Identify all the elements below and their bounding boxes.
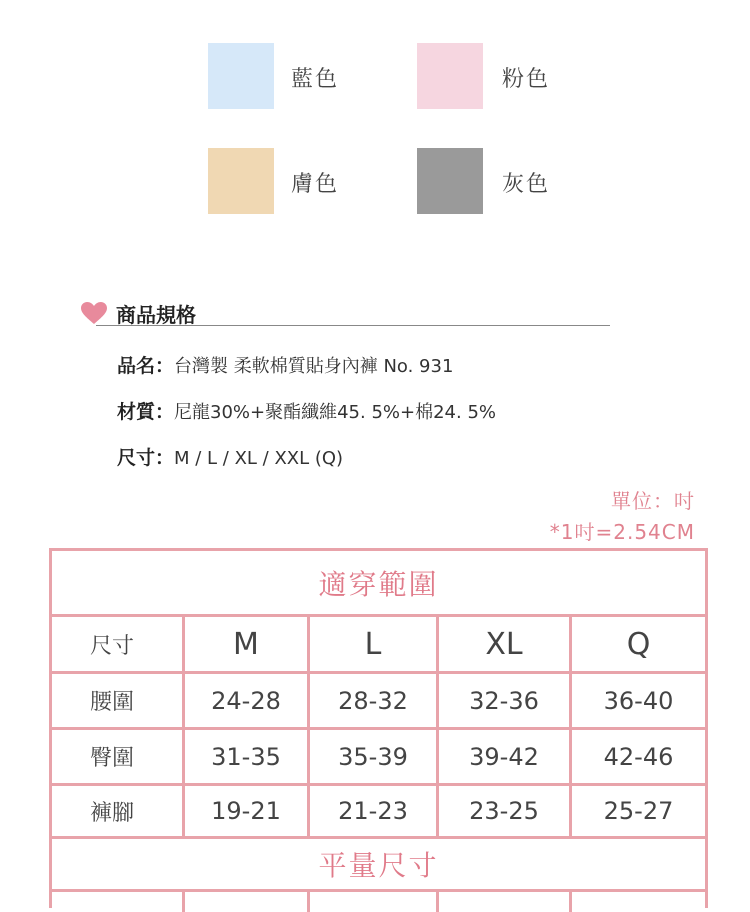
spec-value-material: 尼龍30%+聚酯纖維45. 5%+棉24. 5% (174, 402, 496, 423)
heart-icon (80, 301, 108, 325)
color-swatch-skin (208, 148, 274, 214)
spec-row-name (117, 351, 453, 378)
table-header-q: Q (626, 626, 651, 662)
unit-conversion: *1吋=2.54CM (549, 520, 695, 544)
table-title: 適穿範圍 (318, 567, 439, 601)
table-cell: 23-25 (469, 797, 539, 825)
color-swatch-blue (208, 43, 274, 109)
color-label-gray: 灰色 (502, 172, 551, 197)
table-row-label-leg: 褲腳 (90, 800, 135, 826)
table-column-divider (307, 892, 310, 912)
table-cell: 24-28 (211, 686, 281, 715)
table-cell: 42-46 (603, 742, 674, 771)
table-cell: 31-35 (211, 742, 281, 771)
color-label-pink: 粉色 (502, 67, 551, 92)
table-header-size: 尺寸 (90, 633, 135, 659)
spec-key-name: 品名： (117, 355, 175, 377)
size-table (49, 548, 708, 908)
section-title: 商品規格 (116, 303, 196, 327)
table-column-divider (436, 892, 439, 912)
table-column-divider (307, 614, 310, 839)
table-cell: 32-36 (469, 686, 539, 715)
table-column-divider (569, 614, 572, 839)
table-row-label-hip: 臀圍 (90, 746, 135, 771)
unit-label: 單位：吋 (611, 489, 695, 513)
table-header-xl: XL (485, 626, 523, 662)
table-column-divider (182, 614, 185, 839)
table-cell: 39-42 (469, 742, 539, 771)
spec-value-name: 台灣製 柔軟棉質貼身內褲 No. 931 (174, 356, 454, 377)
spec-row-material (117, 397, 496, 424)
table-cell: 36-40 (603, 686, 674, 715)
color-label-skin: 膚色 (291, 172, 340, 197)
section-header (80, 296, 610, 326)
table-footer-title: 平量尺寸 (318, 849, 439, 882)
color-swatch-pink (417, 43, 483, 109)
table-cell: 19-21 (211, 797, 281, 825)
color-swatch-gray (417, 148, 483, 214)
table-cell: 21-23 (338, 797, 408, 825)
table-cell: 35-39 (338, 742, 408, 771)
table-row-label-waist: 腰圍 (90, 690, 135, 715)
spec-row-size (117, 443, 343, 470)
table-column-divider (436, 614, 439, 839)
table-column-divider (182, 892, 185, 912)
table-divider (52, 889, 705, 892)
spec-key-size: 尺寸： (117, 447, 175, 469)
color-label-blue: 藍色 (291, 67, 340, 92)
table-column-divider (569, 892, 572, 912)
section-divider (96, 325, 610, 326)
table-header-l: L (364, 626, 382, 662)
table-header-m: M (233, 626, 259, 662)
table-cell: 25-27 (603, 797, 674, 825)
spec-key-material: 材質： (117, 401, 175, 423)
spec-value-size: M / L / XL / XXL (Q) (174, 448, 344, 469)
table-cell: 28-32 (338, 686, 408, 715)
